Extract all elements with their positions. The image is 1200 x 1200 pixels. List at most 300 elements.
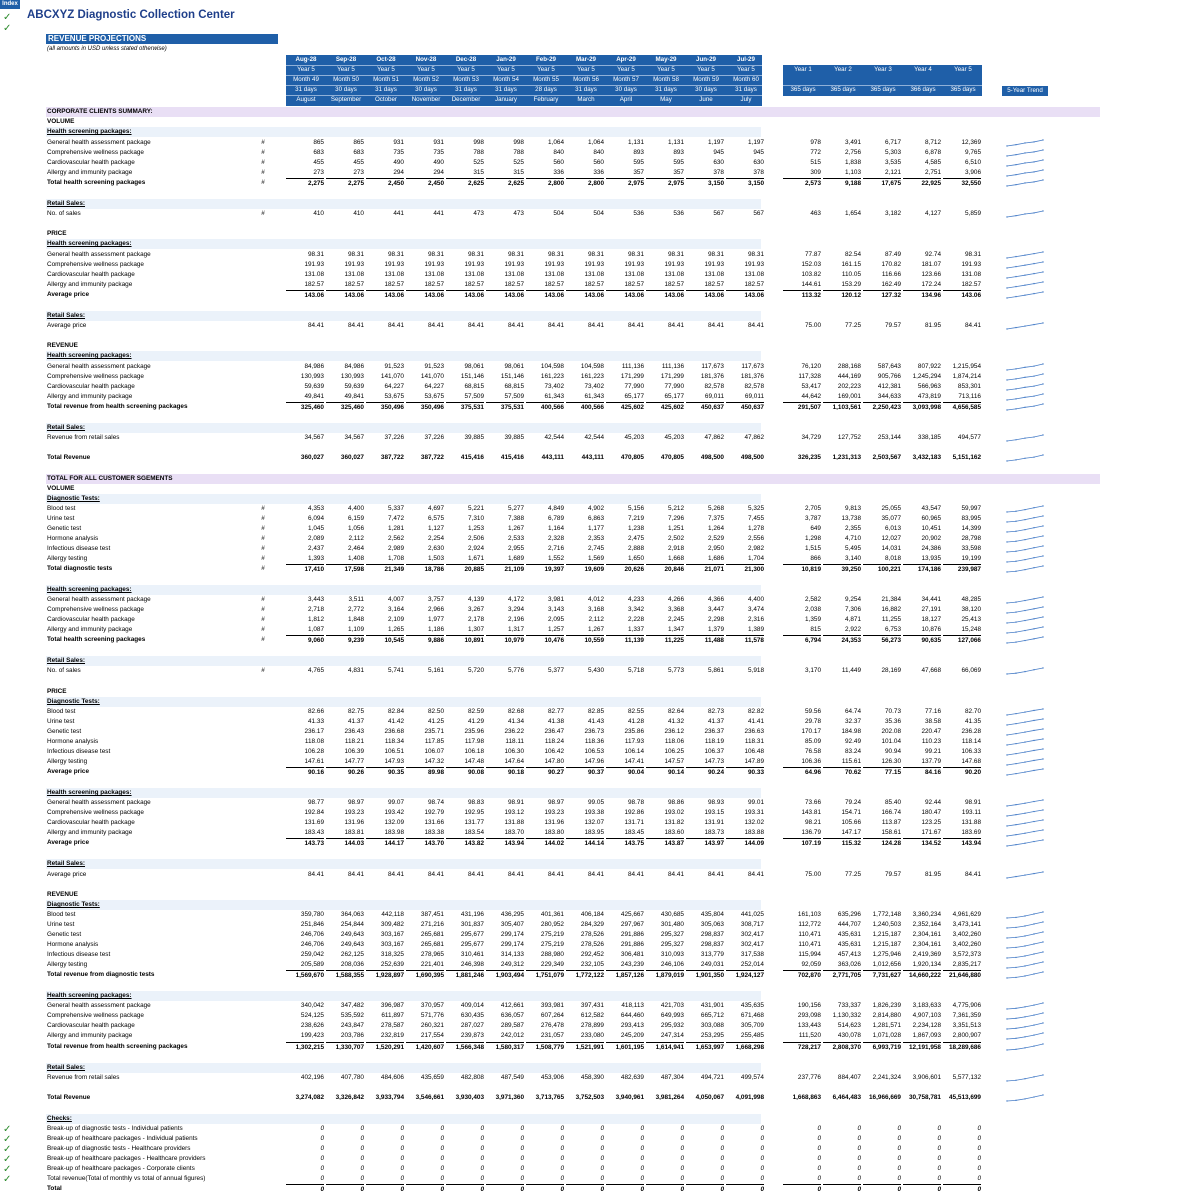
month-value-cell: 1,307 [468, 626, 484, 633]
month-value-cell: 0 [480, 1165, 484, 1172]
trend-point [1042, 829, 1043, 830]
month-value-cell: 525 [513, 159, 524, 166]
unit-marker: # [261, 525, 265, 532]
trend-point [1006, 1100, 1007, 1101]
index-tab-button[interactable]: Index [0, 0, 20, 9]
month-value-cell: 3,981 [548, 596, 564, 603]
row-label: Allergy testing [47, 961, 88, 968]
month-value-cell: 131.69 [304, 819, 324, 826]
month-value-cell: 0 [680, 1135, 684, 1142]
row-label: Allergy and immunity package [47, 1032, 133, 1039]
year-value-cell: 1,920,134 [912, 961, 941, 968]
month-value-cell: 3,150 [686, 178, 724, 189]
month-header-yr: Year 5 [577, 66, 595, 73]
trend-point [1042, 505, 1043, 506]
year-value-cell: 43,547 [921, 505, 941, 512]
month-value-cell: 0 [560, 1165, 564, 1172]
year-value-cell: 60,965 [921, 515, 941, 522]
year-value-cell: 84.41 [965, 871, 981, 878]
year-value-cell: 3,906,601 [912, 1074, 941, 1081]
month-value-cell: 0 [440, 1145, 444, 1152]
year-value-cell: 288,168 [837, 363, 861, 370]
month-value-cell: 18,786 [406, 564, 444, 575]
month-value-cell: 1,330,707 [326, 1042, 364, 1053]
year-value-cell: 92.49 [845, 738, 861, 745]
month-value-cell: 295,327 [660, 931, 684, 938]
row-label: Total revenue from health screening packages [47, 1043, 188, 1050]
trend-point [1024, 620, 1025, 621]
year-value-cell: 184.98 [841, 728, 861, 735]
month-value-cell: 98.97 [548, 799, 564, 806]
year-value-cell: 100,221 [863, 564, 901, 575]
month-value-cell: 2,450 [406, 178, 444, 189]
table-row [0, 757, 1200, 767]
row-label: Total revenue(Total of monthly vs total of annual figures) [47, 1175, 206, 1182]
month-value-cell: 104,598 [540, 363, 564, 370]
year-value-cell: 12,369 [961, 139, 981, 146]
month-value-cell: 1,109 [348, 626, 364, 633]
month-value-cell: 2,562 [388, 535, 404, 542]
month-value-cell: 34,567 [344, 434, 364, 441]
trend-point [1033, 598, 1034, 599]
year-value-cell: 10,819 [783, 564, 821, 575]
month-value-cell: 278,526 [580, 941, 604, 948]
month-value-cell: 82.55 [628, 708, 644, 715]
trend-point [1024, 1016, 1025, 1017]
month-value-cell: 1,668,298 [726, 1042, 764, 1053]
trend-point [1042, 911, 1043, 912]
year-value-cell: 6,464,483 [832, 1094, 861, 1101]
trend-sparkline [1005, 261, 1045, 269]
row-label: Comprehensive wellness package [47, 373, 144, 380]
month-value-cell: 191.93 [544, 261, 564, 268]
month-header-m: Jun-29 [696, 56, 716, 63]
month-value-cell: 4,266 [668, 596, 684, 603]
month-value-cell: 84.41 [508, 322, 524, 329]
trend-point [1033, 365, 1034, 366]
year-value-cell: 807,922 [917, 363, 941, 370]
year-value-cell: 28,169 [881, 667, 901, 674]
trend-point [1024, 803, 1025, 804]
month-value-cell: 865 [313, 139, 324, 146]
month-value-cell: 68,815 [504, 383, 524, 390]
year-value-cell: 53,417 [801, 383, 821, 390]
month-value-cell: 84.41 [428, 871, 444, 878]
table-row [0, 717, 1200, 727]
trend-point [1006, 379, 1007, 380]
month-value-cell: 21,300 [726, 564, 764, 575]
trend-point [1024, 1006, 1025, 1007]
trend-point [1024, 254, 1025, 255]
trend-line [1007, 1095, 1043, 1101]
month-value-cell: 7,472 [388, 515, 404, 522]
trend-point [1006, 845, 1007, 846]
month-value-cell: 143.06 [646, 290, 684, 301]
month-value-cell: 183.98 [384, 829, 404, 836]
month-value-cell: 5,718 [628, 667, 644, 674]
year-value-cell: 193.11 [961, 809, 981, 816]
trend-sparkline [1005, 941, 1045, 949]
year-value-cell: 87.49 [885, 251, 901, 258]
year-value-cell: 1,071,028 [872, 1032, 901, 1039]
trend-sparkline [1005, 911, 1045, 919]
month-value-cell: 482,808 [460, 1074, 484, 1081]
month-value-cell: 236.43 [344, 728, 364, 735]
month-value-cell: 98.31 [388, 251, 404, 258]
trend-point [1042, 261, 1043, 262]
row-label: Health screening packages: [47, 992, 132, 999]
year-value-cell: 99.21 [925, 748, 941, 755]
month-value-cell: 1,552 [548, 555, 564, 562]
trend-point [1015, 521, 1016, 522]
month-value-cell: 1,127 [428, 525, 444, 532]
unit-marker: # [261, 565, 265, 572]
unit-marker: # [261, 149, 265, 156]
month-value-cell: 236.63 [744, 728, 764, 735]
row-label: Retail Sales: [47, 424, 86, 431]
total-row [0, 635, 1200, 645]
month-value-cell: 5,720 [468, 667, 484, 674]
trend-point [1024, 874, 1025, 875]
year-value-cell: 6,878 [925, 149, 941, 156]
trend-point [1024, 843, 1025, 844]
year-value-cell: 3,170 [805, 667, 821, 674]
month-value-cell: 182.57 [544, 281, 564, 288]
month-value-cell: 182.57 [744, 281, 764, 288]
trend-point [1024, 813, 1025, 814]
month-value-cell: 421,703 [660, 1002, 684, 1009]
trend-point [1042, 1002, 1043, 1003]
month-value-cell: 0 [400, 1145, 404, 1152]
month-value-cell: 82.64 [668, 708, 684, 715]
year-value-cell: 8,712 [925, 139, 941, 146]
month-header-days: 31 days [295, 86, 317, 93]
trend-point [1042, 169, 1043, 170]
year-value-cell: 169,001 [837, 393, 861, 400]
month-header-yr: Year 5 [337, 66, 355, 73]
month-value-cell: 91,523 [384, 363, 404, 370]
month-value-cell: 0 [640, 1145, 644, 1152]
month-value-cell: 84.41 [588, 871, 604, 878]
month-value-cell: 191.93 [624, 261, 644, 268]
group-header-row [0, 900, 1200, 910]
month-header-mn: Month 58 [653, 76, 679, 83]
month-value-cell: 435,804 [700, 911, 724, 918]
trend-point [1015, 957, 1016, 958]
month-value-cell: 3,981,264 [655, 1094, 684, 1101]
month-value-cell: 131.08 [344, 271, 364, 278]
year-value-cell: 77.87 [805, 251, 821, 258]
month-value-cell: 535,592 [340, 1012, 364, 1019]
trend-sparkline [1005, 434, 1045, 442]
year-header-days: 365 days [830, 86, 856, 93]
year-value-cell: 0 [897, 1165, 901, 1172]
month-value-cell: 53,675 [424, 393, 444, 400]
year-value-cell: 635,296 [837, 911, 861, 918]
trend-point [1015, 1008, 1016, 1009]
trend-sparkline [1005, 728, 1045, 736]
year-header-days: 365 days [870, 86, 896, 93]
month-value-cell: 41.37 [708, 718, 724, 725]
month-value-cell: 106.53 [584, 748, 604, 755]
month-value-cell: 118.06 [664, 738, 684, 745]
month-value-cell: 671,468 [740, 1012, 764, 1019]
year-value-cell: 4,907,103 [912, 1012, 941, 1019]
trend-point [1024, 1047, 1025, 1048]
trend-point [1033, 1096, 1034, 1097]
year-value-cell: 158.61 [881, 829, 901, 836]
year-value-cell: 1,103,561 [823, 402, 861, 413]
trend-point [1015, 1018, 1016, 1019]
month-value-cell: 336 [593, 169, 604, 176]
month-value-cell: 41.29 [468, 718, 484, 725]
header-separator [286, 75, 762, 76]
table-row [0, 828, 1200, 838]
year-value-cell: 14,660,222 [903, 970, 941, 981]
month-value-cell: 1,087 [308, 626, 324, 633]
trend-point [1042, 565, 1043, 566]
month-value-cell: 246,398 [460, 961, 484, 968]
trend-sparkline [1005, 1043, 1045, 1051]
month-value-cell: 118.34 [384, 738, 404, 745]
year-value-cell: 2,304,161 [912, 931, 941, 938]
month-value-cell: 82,578 [744, 383, 764, 390]
month-value-cell: 292,452 [580, 951, 604, 958]
month-value-cell: 143.06 [486, 290, 524, 301]
month-value-cell: 0 [440, 1155, 444, 1162]
year-value-cell: 103.82 [801, 271, 821, 278]
month-value-cell: 2,800 [526, 178, 564, 189]
month-value-cell: 0 [326, 1184, 364, 1195]
year-value-cell: 98.21 [805, 819, 821, 826]
year-value-cell: 18,127 [921, 616, 941, 623]
month-value-cell: 2,556 [748, 535, 764, 542]
trend-line [1007, 962, 1043, 968]
year-value-cell: 34,729 [801, 434, 821, 441]
trend-sparkline [1005, 616, 1045, 624]
month-value-cell: 84.41 [548, 871, 564, 878]
month-value-cell: 5,430 [588, 667, 604, 674]
year-value-cell: 11,255 [881, 616, 901, 623]
trend-point [1033, 750, 1034, 751]
trend-point [1006, 764, 1007, 765]
month-value-cell: 644,460 [620, 1012, 644, 1019]
year-value-cell: 2,121 [885, 169, 901, 176]
month-value-cell: 182.57 [624, 281, 644, 288]
month-value-cell: 931 [433, 139, 444, 146]
month-value-cell: 47,862 [704, 434, 724, 441]
trend-point [1015, 531, 1016, 532]
month-value-cell: 473 [513, 210, 524, 217]
trend-point [1006, 277, 1007, 278]
trend-point [1033, 1076, 1034, 1077]
month-value-cell: 0 [600, 1155, 604, 1162]
month-value-cell: 64,227 [424, 383, 444, 390]
year-value-cell: 514,623 [837, 1022, 861, 1029]
month-value-cell: 21,071 [686, 564, 724, 575]
month-value-cell: 1,857,126 [606, 970, 644, 981]
trend-point [1042, 454, 1043, 455]
trend-point [1033, 669, 1034, 670]
month-value-cell: 1,251 [668, 525, 684, 532]
group-header-row [0, 656, 1200, 666]
month-value-cell: 3,267 [468, 606, 484, 613]
month-value-cell: 630 [713, 159, 724, 166]
month-value-cell: 1,186 [428, 626, 444, 633]
month-value-cell: 59,639 [344, 383, 364, 390]
month-value-cell: 1,197 [748, 139, 764, 146]
month-value-cell: 1,508,779 [526, 1042, 564, 1053]
month-value-cell: 183.95 [584, 829, 604, 836]
month-header-mn: Month 53 [453, 76, 479, 83]
month-value-cell: 393,981 [540, 1002, 564, 1009]
trend-point [1042, 799, 1043, 800]
month-value-cell: 2,716 [548, 545, 564, 552]
month-value-cell: 98.31 [348, 251, 364, 258]
month-value-cell: 357 [673, 169, 684, 176]
month-value-cell: 2,316 [748, 616, 764, 623]
year-value-cell: 202,223 [837, 383, 861, 390]
year-value-cell: 79.57 [885, 871, 901, 878]
month-value-cell: 41.43 [588, 718, 604, 725]
trend-point [1033, 436, 1034, 437]
month-value-cell: 336 [553, 169, 564, 176]
year-value-cell: 152.03 [801, 261, 821, 268]
year-value-cell: 144.61 [801, 281, 821, 288]
trend-line [1007, 932, 1043, 938]
month-value-cell: 17,598 [326, 564, 364, 575]
year-value-cell: 6,794 [783, 635, 821, 646]
trend-point [1033, 841, 1034, 842]
group-header-row [0, 311, 1200, 321]
unit-marker: # [261, 179, 265, 186]
year-value-cell: 84.41 [965, 322, 981, 329]
row-label: Total Revenue [47, 454, 91, 461]
trend-point [1033, 923, 1034, 924]
trend-point [1006, 835, 1007, 836]
month-value-cell: 39,885 [504, 434, 524, 441]
check-mark-icon: ✓ [3, 1164, 12, 1175]
trend-point [1033, 1014, 1034, 1015]
month-value-cell: 84.41 [308, 322, 324, 329]
month-value-cell: 0 [640, 1125, 644, 1132]
trend-point [1015, 1038, 1016, 1039]
month-value-cell: 183.80 [544, 829, 564, 836]
trend-point [1024, 915, 1025, 916]
month-value-cell: 182.57 [504, 281, 524, 288]
year-value-cell: 73.66 [805, 799, 821, 806]
trend-point [1024, 935, 1025, 936]
year-value-cell: 1,012,656 [872, 961, 901, 968]
year-value-cell: 107.19 [783, 838, 821, 849]
month-value-cell: 82.59 [468, 708, 484, 715]
year-value-cell: 0 [857, 1145, 861, 1152]
row-label: Cardiovascular health package [47, 383, 135, 390]
trend-point [1015, 144, 1016, 145]
month-value-cell: 5,377 [548, 667, 564, 674]
trend-sparkline [1005, 636, 1045, 644]
trend-point [1042, 758, 1043, 759]
month-header-m: Oct-28 [376, 56, 396, 63]
month-value-cell: 84.41 [308, 871, 324, 878]
year-value-cell: 2,503,567 [872, 454, 901, 461]
month-value-cell: 117.85 [424, 738, 444, 745]
year-value-cell: 115.32 [823, 838, 861, 849]
month-value-cell: 1,281 [388, 525, 404, 532]
year-value-cell: 0 [977, 1125, 981, 1132]
month-value-cell: 431,901 [700, 1002, 724, 1009]
year-value-cell: 83.24 [845, 748, 861, 755]
month-value-cell: 840 [593, 149, 604, 156]
row-label: Comprehensive wellness package [47, 149, 144, 156]
month-value-cell: 238,626 [300, 1022, 324, 1029]
year-value-cell: 137.79 [921, 758, 941, 765]
trend-point [1006, 328, 1007, 329]
year-value-cell: 120.12 [823, 290, 861, 301]
trend-point [1006, 287, 1007, 288]
year-value-cell: 0 [977, 1145, 981, 1152]
month-value-cell: 98.31 [308, 251, 324, 258]
month-header-name: September [330, 96, 362, 103]
trend-point [1006, 917, 1007, 918]
month-value-cell: 5,918 [748, 667, 764, 674]
year-value-cell: 147.17 [841, 829, 861, 836]
month-value-cell: 5,773 [668, 667, 684, 674]
trend-sparkline [1005, 961, 1045, 969]
trend-point [1006, 825, 1007, 826]
month-value-cell: 42,544 [544, 434, 564, 441]
year-value-cell: 127,752 [837, 434, 861, 441]
row-label: Total health screening packages [47, 636, 146, 643]
month-value-cell: 0 [560, 1155, 564, 1162]
table-row [0, 960, 1200, 970]
total-row [0, 767, 1200, 777]
trend-point [1015, 641, 1016, 642]
month-value-cell: 3,971,360 [495, 1094, 524, 1101]
year-value-cell: 172.24 [921, 281, 941, 288]
month-value-cell: 5,776 [508, 667, 524, 674]
trend-point [1033, 760, 1034, 761]
check-mark-icon: ✓ [3, 1144, 12, 1155]
month-value-cell: 45,203 [664, 434, 684, 441]
trend-point [1024, 367, 1025, 368]
year-value-cell: 101.04 [881, 738, 901, 745]
year-value-cell: 154.71 [841, 809, 861, 816]
month-header-m: Sep-28 [335, 56, 357, 63]
trend-sparkline [1005, 403, 1045, 411]
month-value-cell: 99.05 [588, 799, 604, 806]
month-value-cell: 143.06 [446, 290, 484, 301]
month-value-cell: 106.07 [424, 748, 444, 755]
month-value-cell: 143.97 [686, 838, 724, 849]
month-value-cell: 242,012 [500, 1032, 524, 1039]
month-value-cell: 400,566 [526, 402, 564, 413]
year-value-cell: 3,182 [885, 210, 901, 217]
month-value-cell: 265,681 [420, 941, 444, 948]
month-value-cell: 3,294 [508, 606, 524, 613]
month-value-cell: 375,531 [486, 402, 524, 413]
month-value-cell: 131.66 [424, 819, 444, 826]
trend-line [1007, 1013, 1043, 1019]
month-value-cell: 1,045 [308, 525, 324, 532]
year-value-cell: 131.88 [961, 819, 981, 826]
trend-point [1024, 721, 1025, 722]
month-header-m: Jul-29 [737, 56, 755, 63]
year-value-cell: 1,359 [805, 616, 821, 623]
month-header-name: March [577, 96, 595, 103]
month-value-cell: 1,420,607 [406, 1042, 444, 1053]
month-value-cell: 4,902 [588, 505, 604, 512]
